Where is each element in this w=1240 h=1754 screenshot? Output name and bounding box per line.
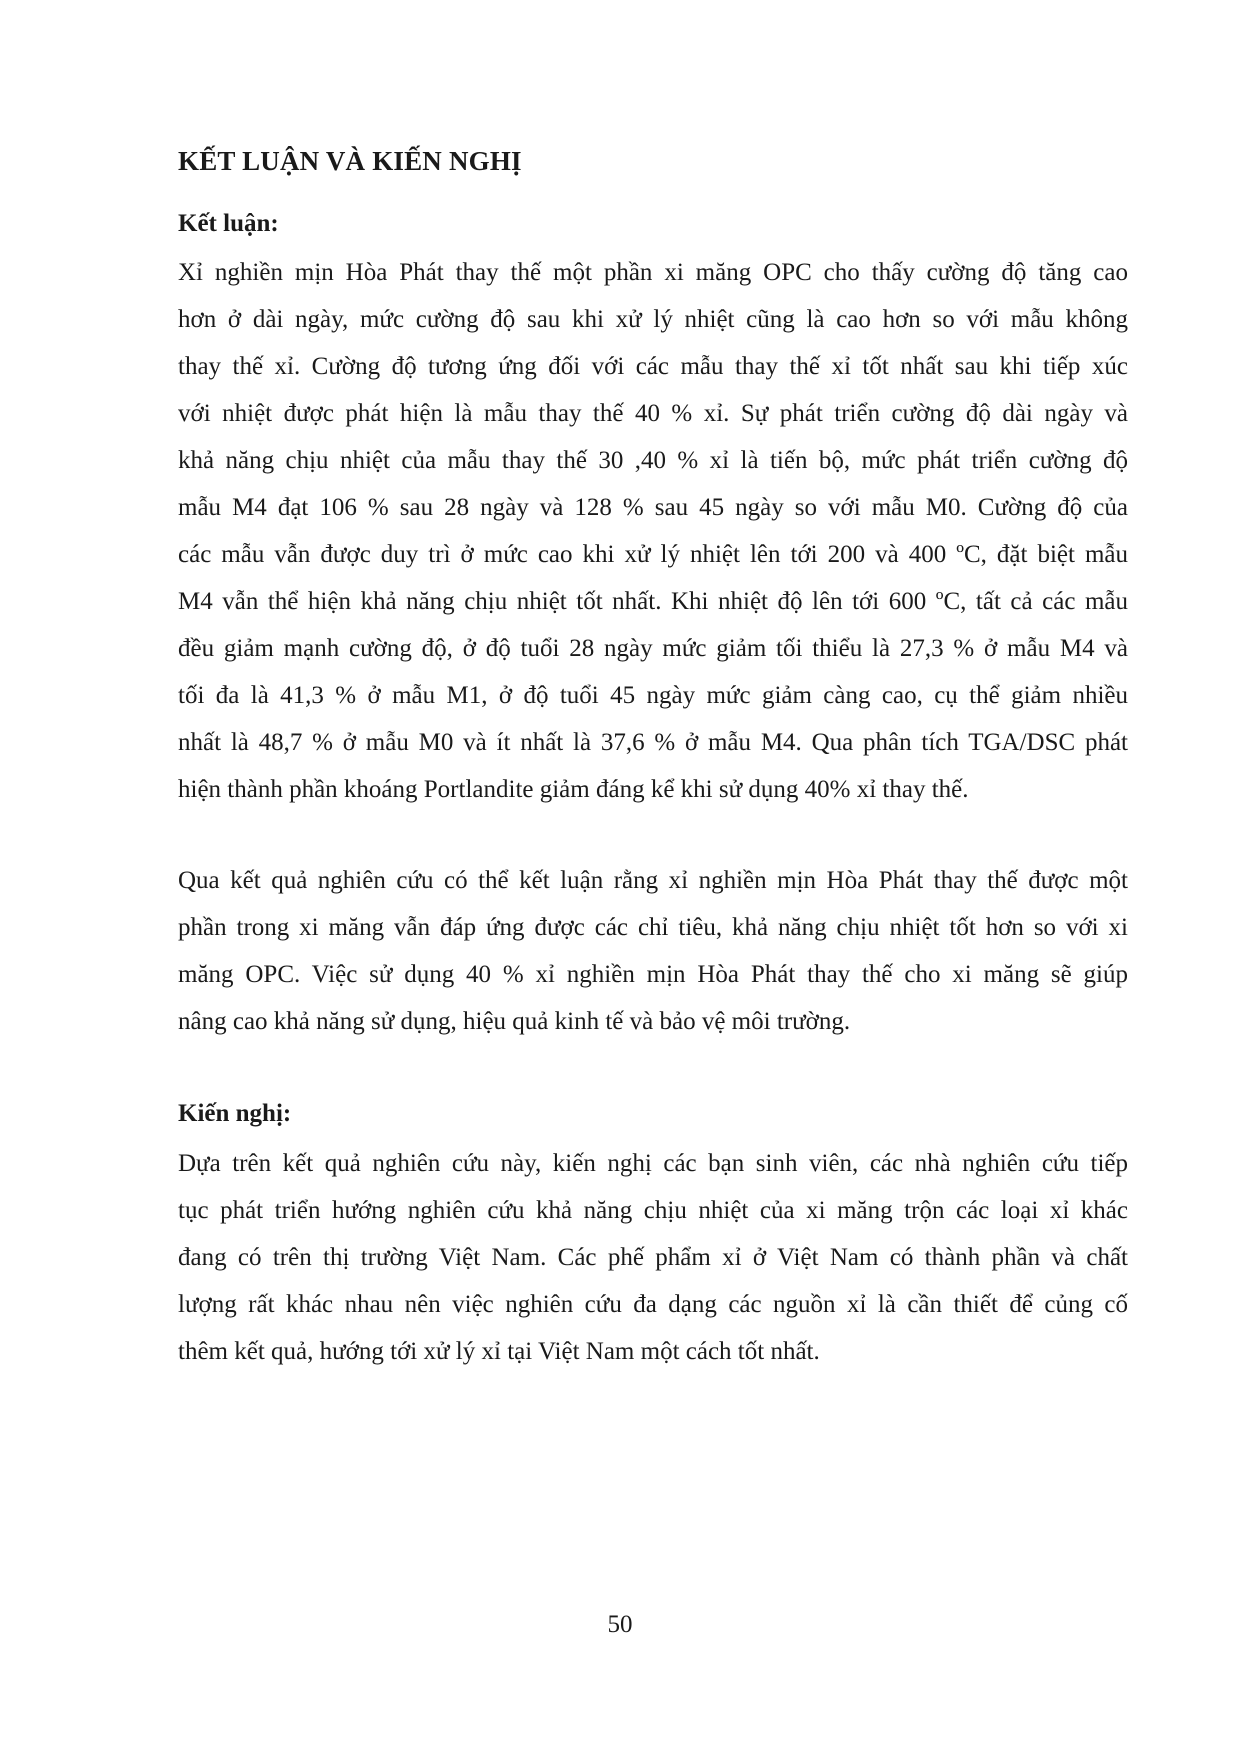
- text-line: nhất là 48,7 % ở mẫu M0 và ít nhất là 37,6 % ở mẫu M4. Qua phân tích TGA/DSC phát: [178, 729, 1128, 756]
- text-line: phần trong xi măng vẫn đáp ứng được các chỉ tiêu, khả năng chịu nhiệt tốt hơn so với xi: [178, 914, 1128, 941]
- text-line: khả năng chịu nhiệt của mẫu thay thế 30 ,40 % xỉ là tiến bộ, mức phát triển cường độ: [178, 447, 1128, 474]
- text-line: hơn ở dài ngày, mức cường độ sau khi xử lý nhiệt cũng là cao hơn so với mẫu không: [178, 306, 1128, 333]
- text-line: thay thế xỉ. Cường độ tương ứng đối với các mẫu thay thế xỉ tốt nhất sau khi tiếp xúc: [178, 353, 1128, 380]
- text-line: lượng rất khác nhau nên việc nghiên cứu đa dạng các nguồn xỉ là cần thiết để củng cố: [178, 1291, 1128, 1318]
- conclusion-paragraph-1: [178, 249, 1128, 813]
- text-line: măng OPC. Việc sử dụng 40 % xỉ nghiền mịn Hòa Phát thay thế cho xi măng sẽ giúp: [178, 961, 1128, 988]
- text-line: mẫu M4 đạt 106 % sau 28 ngày và 128 % sau 45 ngày so với mẫu M0. Cường độ của: [178, 494, 1128, 521]
- text-line: Dựa trên kết quả nghiên cứu này, kiến nghị các bạn sinh viên, các nhà nghiên cứu tiếp: [178, 1150, 1128, 1177]
- text-line: tối đa là 41,3 % ở mẫu M1, ở độ tuổi 45 ngày mức giảm càng cao, cụ thể giảm nhiều: [178, 682, 1128, 709]
- text-line: hiện thành phần khoáng Portlandite giảm đáng kể khi sử dụng 40% xỉ thay thế.: [178, 776, 969, 803]
- conclusion-paragraph-2: [178, 857, 1128, 1045]
- text-line: với nhiệt được phát hiện là mẫu thay thế 40 % xỉ. Sự phát triển cường độ dài ngày và: [178, 400, 1128, 427]
- text-line: M4 vẫn thể hiện khả năng chịu nhiệt tốt nhất. Khi nhiệt độ lên tới 600 ºC, tất cả các mẫu: [178, 588, 1128, 615]
- conclusion-heading: Kết luận:: [178, 210, 279, 237]
- recommendation-heading: Kiến nghị:: [178, 1100, 292, 1127]
- text-line: thêm kết quả, hướng tới xử lý xỉ tại Việt Nam một cách tốt nhất.: [178, 1338, 820, 1365]
- text-line: đều giảm mạnh cường độ, ở độ tuổi 28 ngày mức giảm tối thiểu là 27,3 % ở mẫu M4 và: [178, 635, 1128, 662]
- chapter-title: KẾT LUẬN VÀ KIẾN NGHỊ: [178, 146, 522, 176]
- text-line: tục phát triển hướng nghiên cứu khả năng chịu nhiệt của xi măng trộn các loại xỉ khác: [178, 1197, 1128, 1224]
- text-line: Qua kết quả nghiên cứu có thể kết luận rằng xỉ nghiền mịn Hòa Phát thay thế được một: [178, 867, 1128, 894]
- recommendation-paragraph: [178, 1140, 1128, 1375]
- text-line: các mẫu vẫn được duy trì ở mức cao khi xử lý nhiệt lên tới 200 và 400 ºC, đặt biệt mẫu: [178, 541, 1128, 568]
- text-line: đang có trên thị trường Việt Nam. Các phế phẩm xỉ ở Việt Nam có thành phần và chất: [178, 1244, 1128, 1271]
- text-line: Xỉ nghiền mịn Hòa Phát thay thế một phần xi măng OPC cho thấy cường độ tăng cao: [178, 259, 1128, 286]
- text-line: nâng cao khả năng sử dụng, hiệu quả kinh tế và bảo vệ môi trường.: [178, 1008, 851, 1035]
- page-number: 50: [607, 1611, 633, 1638]
